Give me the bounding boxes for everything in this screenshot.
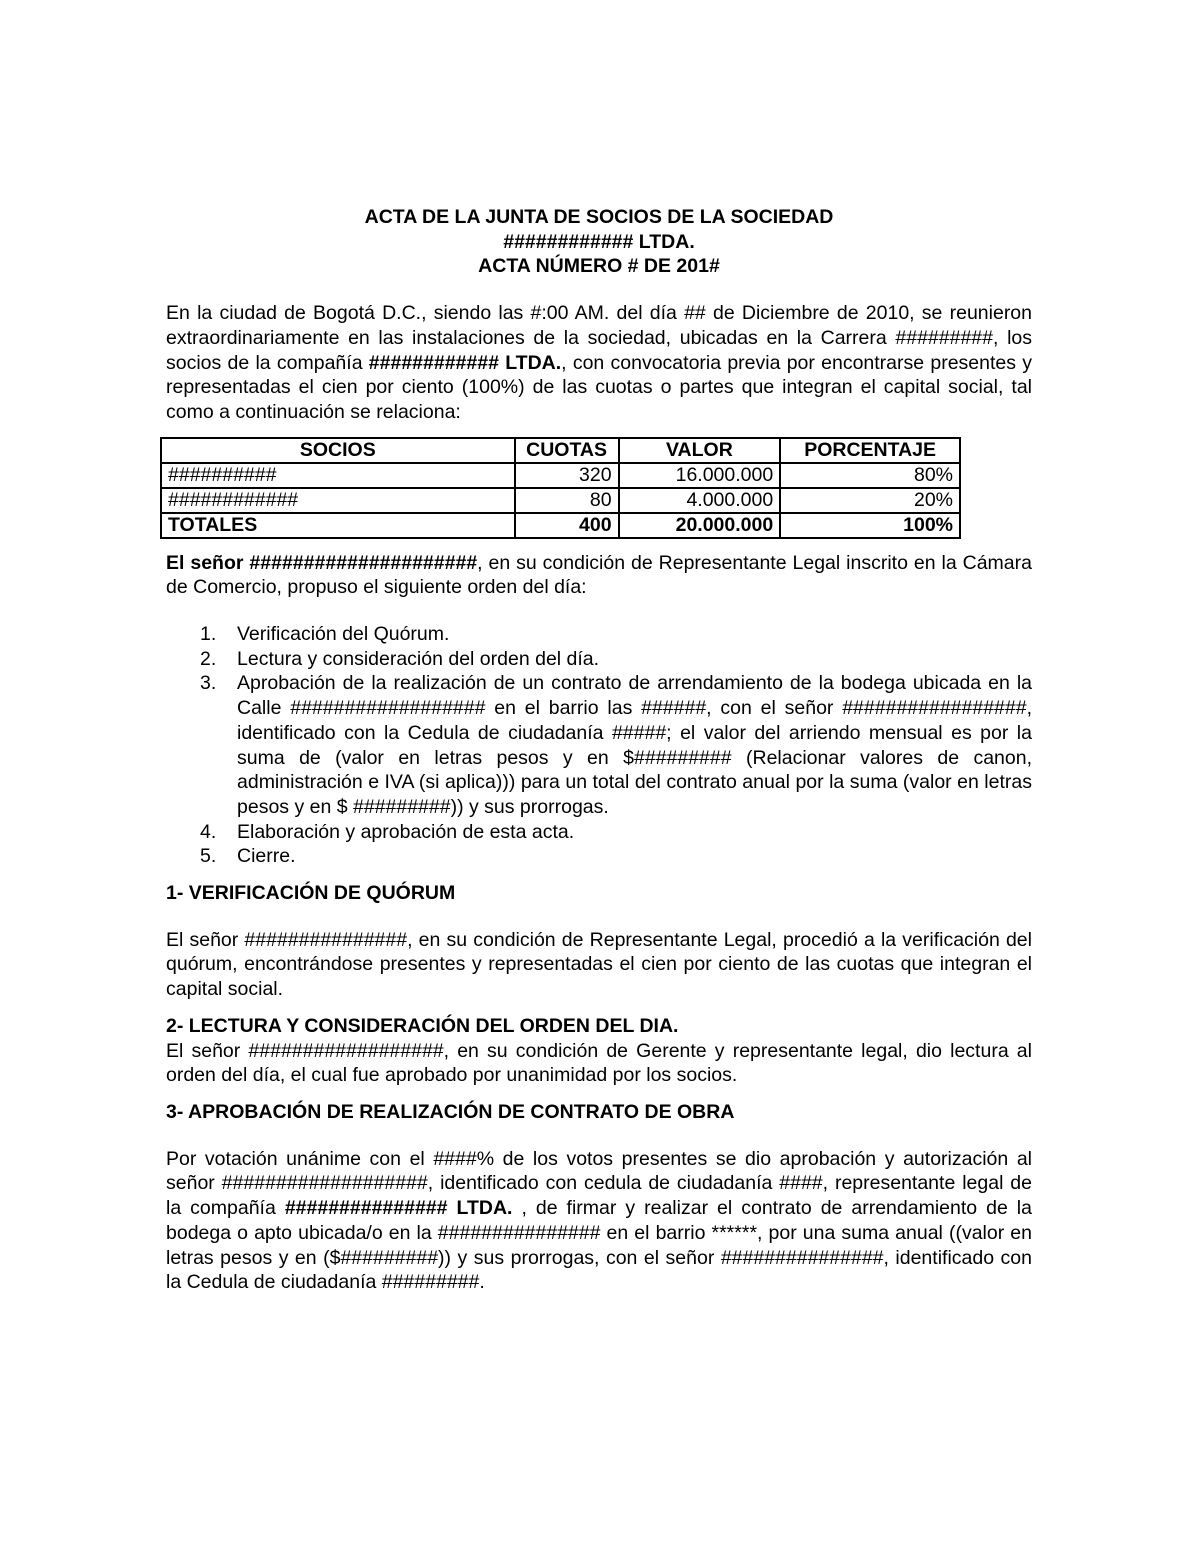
cell-totales-label: TOTALES bbox=[161, 513, 515, 538]
list-item bbox=[166, 647, 1032, 672]
socios-table bbox=[160, 437, 961, 539]
list-text: Aprobación de la realización de un contrato de arrendamiento de la bodega ubicada en la Calle ################## en el barrio las ######, con el señor #################, identificado con la Cedula de ciudadanía #####; el valor del arriendo mensual es por la suma de (valor en letras pesos y en $######### (Relacionar valores de canon, administración e IVA (si aplica))) para un total del contrato anual por la suma (valor en letras pesos y en $ #########)) y sus prorrogas. bbox=[237, 672, 1032, 818]
table-row bbox=[161, 488, 960, 513]
orden-del-dia-list bbox=[166, 622, 1032, 869]
list-text: Verificación del Quórum. bbox=[237, 623, 450, 646]
list-text: Lectura y consideración del orden del día. bbox=[237, 647, 600, 670]
section-3-heading: 3- APROBACIÓN DE REALIZACIÓN DE CONTRATO DE OBRA bbox=[166, 1100, 735, 1123]
document-title bbox=[160, 205, 1038, 279]
section-3-company: ############### LTDA. bbox=[284, 1197, 513, 1220]
section-2-heading: 2- LECTURA Y CONSIDERACIÓN DEL ORDEN DEL DIA. bbox=[166, 1014, 679, 1037]
table-header-row bbox=[161, 438, 960, 463]
cell-socio: ########## bbox=[161, 463, 515, 488]
intro-text-2: , con convocatoria previa por encontrarse presentes y representadas el cien por ciento (100%) de las cuotas o partes que integran el capital social, tal como a continuación se relaciona: bbox=[166, 351, 1032, 423]
list-text: Elaboración y aprobación de esta acta. bbox=[237, 820, 575, 843]
table-totals-row bbox=[161, 513, 960, 538]
list-number: 4. bbox=[200, 820, 217, 843]
section-2-text: El señor ##################, en su condición de Gerente y representante legal, dio lectura al orden del día, el cual fue aprobado por unanimidad por los socios. bbox=[166, 1039, 1032, 1087]
section-3-text-2: , de firmar y realizar el contrato de arrendamiento de la bodega o apto ubicada/o en la ############### en el barrio ******, por una suma anual ((valor en letras pesos y en ($#########)) y sus prorrogas, con el señor ###############, identificado con la Cedula de ciudadanía #########. bbox=[166, 1197, 1032, 1294]
cell-valor: 16.000.000 bbox=[619, 463, 781, 488]
list-number: 2. bbox=[200, 647, 217, 670]
cell-porcentaje: 20% bbox=[780, 488, 960, 513]
representante-name: El señor ##################### bbox=[166, 551, 478, 574]
intro-text-1: En la ciudad de Bogotá D.C., siendo las #:00 AM. del día ## de Diciembre de 2010, se reunieron extraordinariamente en las instalaciones de la sociedad, ubicadas en la Carrera #########, los socios de la compañía bbox=[166, 302, 1032, 374]
title-line-2: ############ LTDA. bbox=[503, 230, 695, 253]
title-line-1: ACTA DE LA JUNTA DE SOCIOS DE LA SOCIEDAD bbox=[364, 206, 834, 228]
intro-company: ############ LTDA. bbox=[368, 351, 562, 374]
list-text: Cierre. bbox=[237, 845, 296, 868]
document-page bbox=[166, 205, 1032, 1295]
section-3-paragraph bbox=[166, 1147, 1032, 1295]
cell-totales-porcentaje: 100% bbox=[780, 513, 960, 538]
table-row bbox=[161, 463, 960, 488]
list-item bbox=[166, 844, 1032, 869]
cell-totales-valor: 20.000.000 bbox=[619, 513, 781, 538]
cell-socio: ############ bbox=[161, 488, 515, 513]
list-number: 1. bbox=[200, 623, 217, 646]
section-1-text: El señor ###############, en su condición de Representante Legal, procedió a la verificación del quórum, encontrándose presentes y representadas el cien por ciento de las cuotas que integran el capital social. bbox=[166, 928, 1032, 1001]
list-item bbox=[166, 622, 1032, 647]
header-socios: SOCIOS bbox=[161, 438, 515, 463]
cell-cuotas: 320 bbox=[515, 463, 619, 488]
cell-cuotas: 80 bbox=[515, 488, 619, 513]
list-item bbox=[166, 671, 1032, 819]
cell-totales-cuotas: 400 bbox=[515, 513, 619, 538]
header-valor: VALOR bbox=[619, 438, 781, 463]
representante-text: , en su condición de Representante Legal inscrito en la Cámara de Comercio, propuso el siguiente orden del día: bbox=[166, 551, 1032, 599]
section-3-text-1: Por votación unánime con el ####% de los votos presentes se dio aprobación y autorización al señor ###################, identificado con cedula de ciudadanía ####, representante legal de la compañía bbox=[166, 1147, 1032, 1220]
list-number: 3. bbox=[200, 672, 217, 695]
header-porcentaje: PORCENTAJE bbox=[780, 438, 960, 463]
section-1-heading: 1- VERIFICACIÓN DE QUÓRUM bbox=[166, 882, 456, 905]
cell-valor: 4.000.000 bbox=[619, 488, 781, 513]
cell-porcentaje: 80% bbox=[780, 463, 960, 488]
list-item bbox=[166, 820, 1032, 845]
title-line-3: ACTA NÚMERO # DE 201# bbox=[478, 255, 720, 278]
representante-paragraph bbox=[166, 551, 1032, 600]
intro-paragraph bbox=[166, 301, 1032, 425]
header-cuotas: CUOTAS bbox=[515, 438, 619, 463]
list-number: 5. bbox=[200, 845, 217, 868]
